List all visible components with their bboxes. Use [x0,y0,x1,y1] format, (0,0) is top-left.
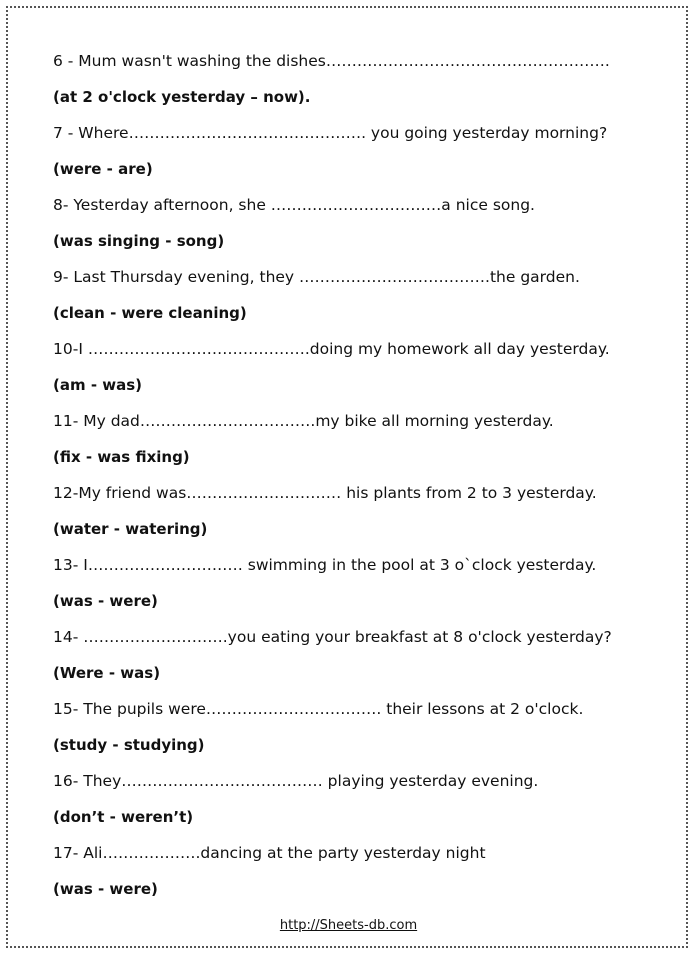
footer-link[interactable]: http://Sheets-db.com [279,918,418,933]
exercise-options: (study - studying) [53,736,205,754]
exercise-sentence: 6 - Mum wasn't washing the dishes………………………………………………. [53,52,610,70]
exercise-sentence: 8- Yesterday afternoon, she ……………………………a nice song. [53,196,535,214]
exercise-13 [53,547,653,619]
exercise-sentence: 7 - Where………………………………………. you going yesterday morning? [53,124,608,142]
exercise-options: (was - were) [53,880,158,898]
exercise-options: (was - were) [53,592,158,610]
exercise-sentence: 10-I …………………………………….doing my homework all day yesterday. [53,340,610,358]
exercise-7 [53,115,653,187]
exercise-10 [53,331,653,403]
exercise-sentence: 15- The pupils were……………………………. their lessons at 2 o'clock. [53,700,584,718]
exercise-sentence: 9- Last Thursday evening, they ……………………………….the garden. [53,268,580,286]
exercise-sentence: 14- ……………………….you eating your breakfast at 8 o'clock yesterday? [53,628,612,646]
exercise-options: (were - are) [53,160,153,178]
exercise-options: (Were - was) [53,664,161,682]
exercise-6 [53,43,653,115]
exercise-options: (clean - were cleaning) [53,304,247,322]
exercise-14 [53,619,653,691]
exercise-17 [53,835,653,907]
exercise-sentence: 17- Ali……………….dancing at the party yesterday night [53,844,486,862]
exercise-sentence: 13- I………………………… swimming in the pool at 3 o`clock yesterday. [53,556,597,574]
worksheet [53,43,653,907]
exercise-options: (at 2 o'clock yesterday – now). [53,88,311,106]
exercise-sentence: 12-My friend was………………………… his plants from 2 to 3 yesterday. [53,484,597,502]
exercise-8 [53,187,653,259]
exercise-options: (fix - was fixing) [53,448,190,466]
exercise-options: (water - watering) [53,520,208,538]
exercise-options: (don’t - weren’t) [53,808,194,826]
exercise-16 [53,763,653,835]
exercise-sentence: 16- They………………………………… playing yesterday evening. [53,772,539,790]
exercise-15 [53,691,653,763]
exercise-sentence: 11- My dad…………………………….my bike all morning yesterday. [53,412,554,430]
exercise-11 [53,403,653,475]
exercise-options: (was singing - song) [53,232,225,250]
exercise-options: (am - was) [53,376,143,394]
exercise-9 [53,259,653,331]
exercise-12 [53,475,653,547]
